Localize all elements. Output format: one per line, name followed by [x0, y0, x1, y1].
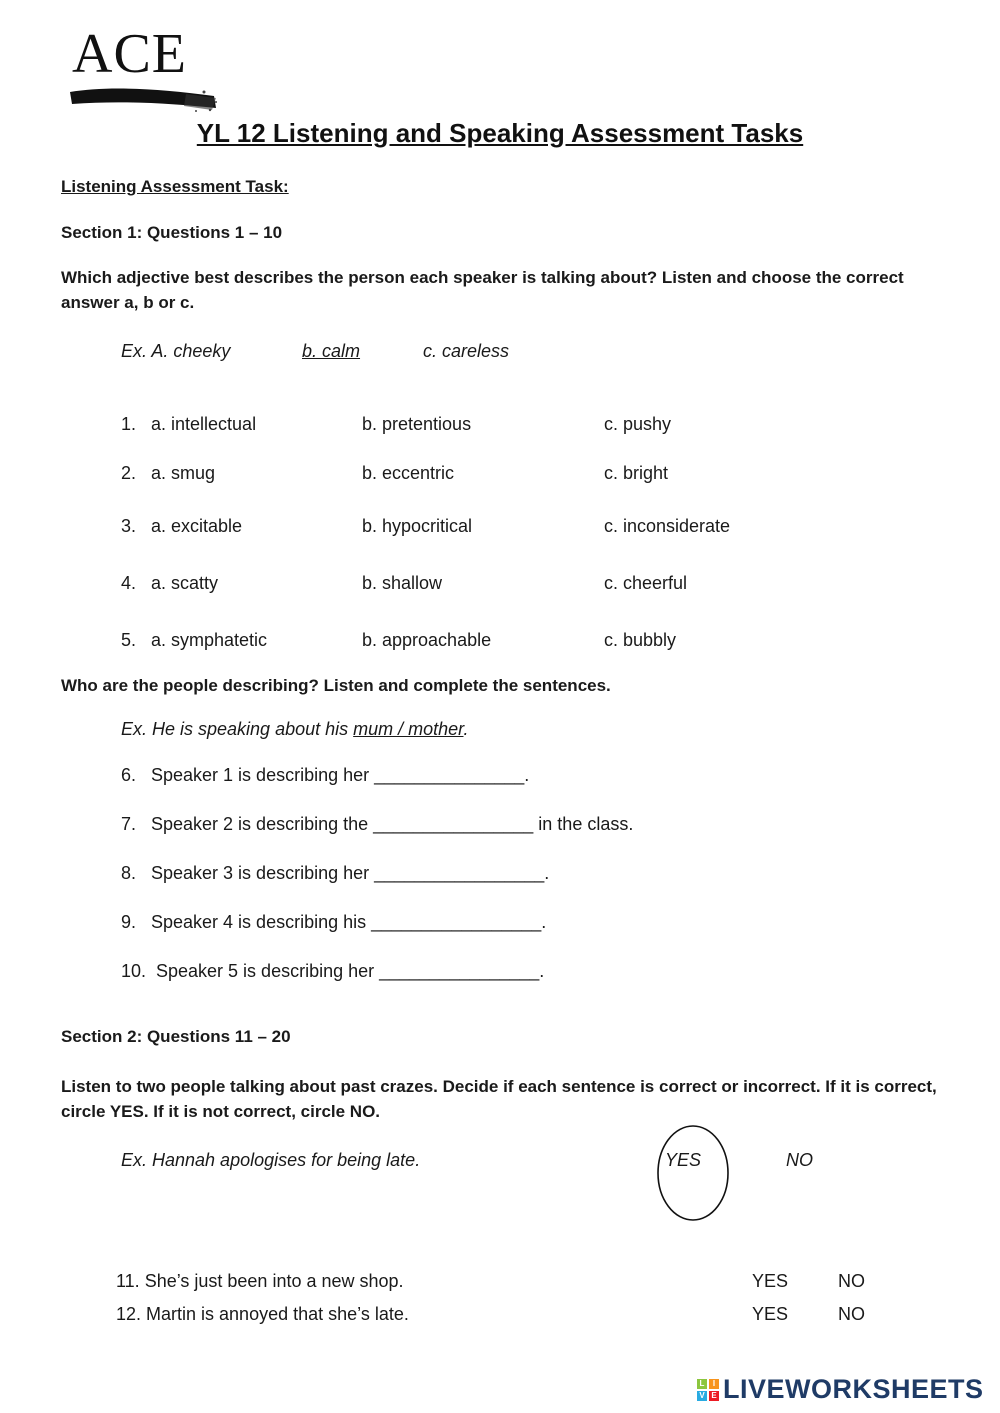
example-statement: Ex. Hannah apologises for being late.	[121, 1150, 421, 1170]
no-option[interactable]: NO	[838, 1304, 865, 1324]
fill-in-sentence[interactable]: Speaker 1 is describing her _______________.	[151, 765, 530, 785]
logo-letter: L	[697, 1379, 707, 1389]
logo-letter: E	[709, 1391, 719, 1401]
section2-instruction: Listen to two people talking about past crazes. Decide if each sentence is correct or incorrect. If it is correct, circle YES. If it is not correct, circle NO.	[61, 1077, 937, 1121]
option-c[interactable]: c. cheerful	[604, 573, 688, 593]
question-number: 10.	[121, 961, 147, 981]
example-sentence-prefix: Ex. He is speaking about his	[121, 719, 354, 739]
option-b[interactable]: b. shallow	[362, 573, 443, 593]
question-number: 8.	[121, 863, 137, 883]
option-a[interactable]: a. excitable	[151, 516, 243, 536]
option-b[interactable]: b. pretentious	[362, 414, 472, 434]
question-number: 3.	[121, 516, 137, 536]
option-a[interactable]: a. symphatetic	[151, 630, 268, 650]
section1-heading: Section 1: Questions 1 – 10	[61, 223, 283, 242]
example-sentence-suffix: .	[463, 719, 469, 739]
fill-in-sentence[interactable]: Speaker 3 is describing her _________________.	[151, 863, 550, 883]
logo-letter: I	[709, 1379, 719, 1389]
question-number: 7.	[121, 814, 137, 834]
fill-in-sentence[interactable]: Speaker 5 is describing her ________________.	[156, 961, 545, 981]
liveworksheets-brand: LIVEWORKSHEETS	[723, 1374, 984, 1404]
section1-instruction: Which adjective best describes the person each speaker is talking about? Listen and choose the correct answer a, b or c.	[61, 268, 904, 312]
statement: 11. She’s just been into a new shop.	[116, 1271, 404, 1291]
example-sentence	[121, 719, 469, 740]
example-option-a: Ex. A. cheeky	[121, 341, 231, 361]
example-option-b: b. calm	[302, 341, 361, 361]
option-a[interactable]: a. scatty	[151, 573, 219, 593]
section2-heading: Section 2: Questions 11 – 20	[61, 1027, 291, 1046]
fill-in-sentence[interactable]: Speaker 2 is describing the ________________ in the class.	[151, 814, 634, 834]
option-b[interactable]: b. eccentric	[362, 463, 455, 483]
example-no: NO	[786, 1150, 813, 1170]
option-c[interactable]: c. bright	[604, 463, 669, 483]
option-c[interactable]: c. inconsiderate	[604, 516, 731, 536]
yes-option[interactable]: YES	[752, 1271, 789, 1291]
section1-instruction-2: Who are the people describing? Listen and complete the sentences.	[61, 676, 611, 695]
brush-stroke-icon	[66, 78, 218, 114]
option-c[interactable]: c. pushy	[604, 414, 672, 434]
yes-option[interactable]: YES	[752, 1304, 789, 1324]
statement: 12. Martin is annoyed that she’s late.	[116, 1304, 409, 1324]
circle-mark-icon	[656, 1124, 730, 1222]
liveworksheets-squares-icon	[697, 1379, 719, 1401]
ace-logo-text: ACE	[72, 23, 187, 85]
option-c[interactable]: c. bubbly	[604, 630, 677, 650]
example-yes: YES	[665, 1150, 702, 1170]
option-a[interactable]: a. intellectual	[151, 414, 257, 434]
question-number: 1.	[121, 414, 137, 434]
fill-in-sentence[interactable]: Speaker 4 is describing his _________________.	[151, 912, 547, 932]
option-b[interactable]: b. approachable	[362, 630, 492, 650]
question-number: 5.	[121, 630, 137, 650]
logo-letter: V	[697, 1391, 707, 1401]
question-number: 4.	[121, 573, 137, 593]
question-number: 9.	[121, 912, 137, 932]
option-b[interactable]: b. hypocritical	[362, 516, 473, 536]
question-number: 2.	[121, 463, 137, 483]
no-option[interactable]: NO	[838, 1271, 865, 1291]
question-number: 6.	[121, 765, 137, 785]
option-a[interactable]: a. smug	[151, 463, 216, 483]
example-sentence-answer: mum / mother	[353, 719, 464, 739]
page-title: YL 12 Listening and Speaking Assessment Tasks	[196, 118, 804, 148]
example-option-c: c. careless	[423, 341, 510, 361]
listening-heading: Listening Assessment Task:	[61, 177, 289, 196]
liveworksheets-logo	[697, 1374, 984, 1405]
